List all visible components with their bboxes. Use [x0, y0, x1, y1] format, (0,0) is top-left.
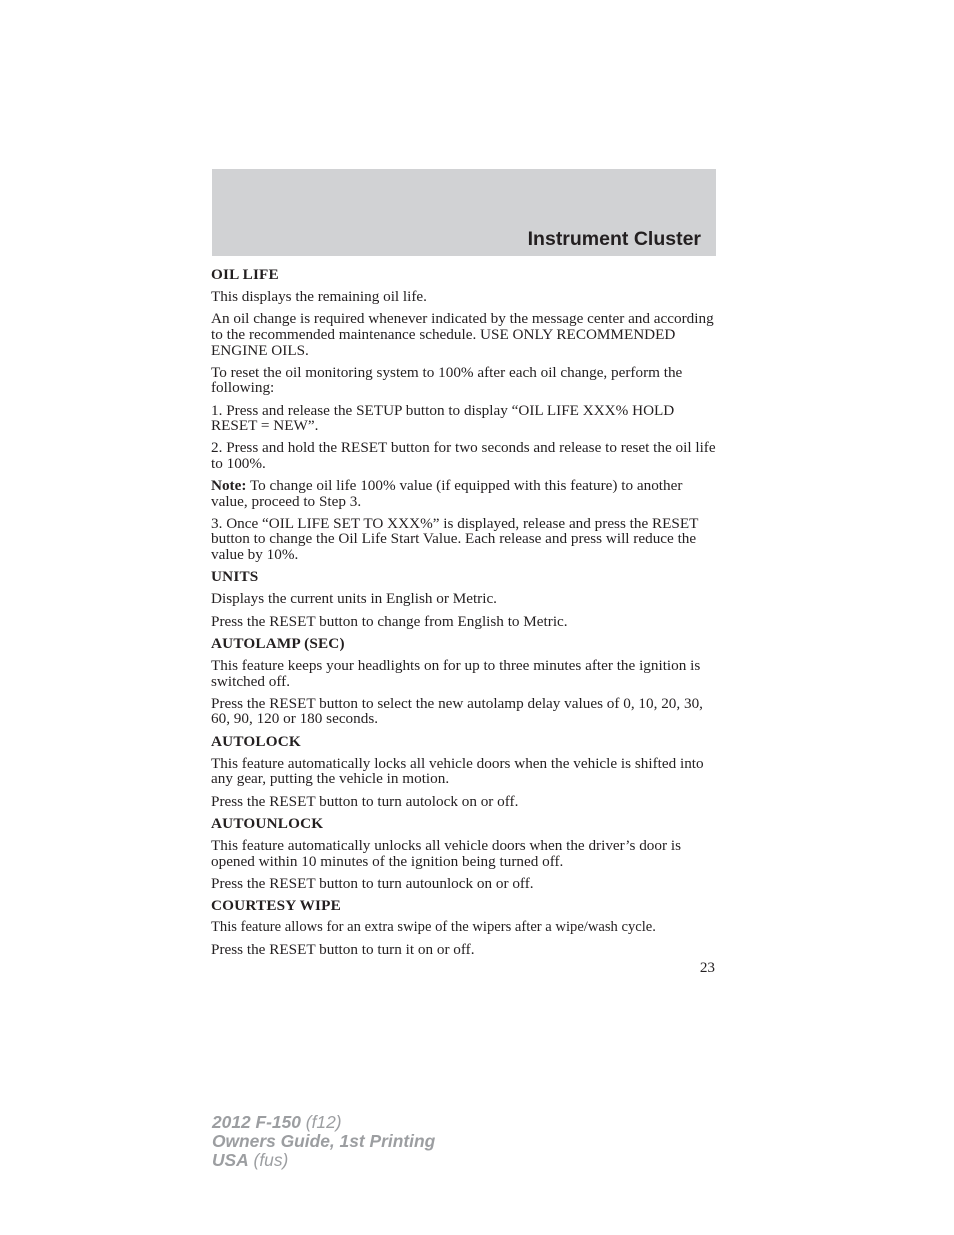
note	[211, 478, 717, 509]
paragraph: Press the RESET button to turn it on or off.	[211, 941, 475, 959]
paragraph: This feature allows for an extra swipe of the wipers after a wipe/wash cycle.	[211, 919, 656, 936]
paragraph: This feature automatically locks all vehicle doors when the vehicle is shifted into any gear, putting the vehicle in motion.	[211, 754, 704, 788]
paragraph: An oil change is required whenever indicated by the message center and according to the recommended maintenance schedule. USE ONLY RECOMMENDED ENGINE OILS.	[211, 310, 714, 359]
paragraph: Press the RESET button to turn autolock on or off.	[211, 792, 519, 810]
paragraph: This feature automatically unlocks all vehicle doors when the driver’s door is opened within 10 minutes of the ignition being turned off.	[211, 836, 681, 870]
step-3: 3. Once “OIL LIFE SET TO XXX%” is displayed, release and press the RESET button to change the Oil Life Start Value. Each release and press will reduce the value by 10%.	[211, 514, 699, 564]
paragraph: Press the RESET button to change from English to Metric.	[211, 612, 568, 630]
paragraph: Displays the current units in English or Metric.	[211, 590, 497, 608]
note-text: To change oil life 100% value (if equipped with this feature) to another value, proceed to Step 3.	[211, 477, 683, 510]
footer-print-info	[212, 1113, 435, 1170]
heading-autolock: AUTOLOCK	[211, 732, 301, 750]
section-title: Instrument Cluster	[527, 228, 701, 250]
heading-autolamp: AUTOLAMP (SEC)	[211, 634, 345, 652]
footer-line-printing: Owners Guide, 1st Printing	[212, 1131, 436, 1151]
heading-courtesy-wipe: COURTESY WIPE	[211, 896, 341, 914]
paragraph: To reset the oil monitoring system to 100% after each oil change, perform the following:	[211, 363, 683, 397]
page-number: 23	[699, 959, 715, 976]
heading-oil-life: OIL LIFE	[211, 266, 279, 283]
paragraph: Press the RESET button to select the new autolamp delay values of 0, 10, 20, 30, 60, 90, 120 or 180 seconds.	[211, 694, 703, 728]
note-label: Note:	[211, 477, 247, 495]
heading-units: UNITS	[211, 568, 259, 586]
step-1: 1. Press and release the SETUP button to display “OIL LIFE XXX% HOLD RESET = NEW”.	[211, 401, 675, 435]
paragraph: This displays the remaining oil life.	[211, 288, 427, 306]
paragraph: This feature keeps your headlights on for up to three minutes after the ignition is switched off.	[211, 657, 701, 690]
heading-autounlock: AUTOUNLOCK	[211, 814, 324, 832]
page-content	[211, 267, 717, 964]
paragraph: Press the RESET button to turn autounlock on or off.	[211, 874, 534, 892]
step-2: 2. Press and hold the RESET button for two seconds and release to reset the oil life to 100%.	[211, 439, 716, 472]
footer-line-region: USA (fus)	[212, 1150, 289, 1170]
section-header-band	[212, 169, 716, 256]
footer-line-model: 2012 F-150 (f12)	[212, 1112, 342, 1132]
